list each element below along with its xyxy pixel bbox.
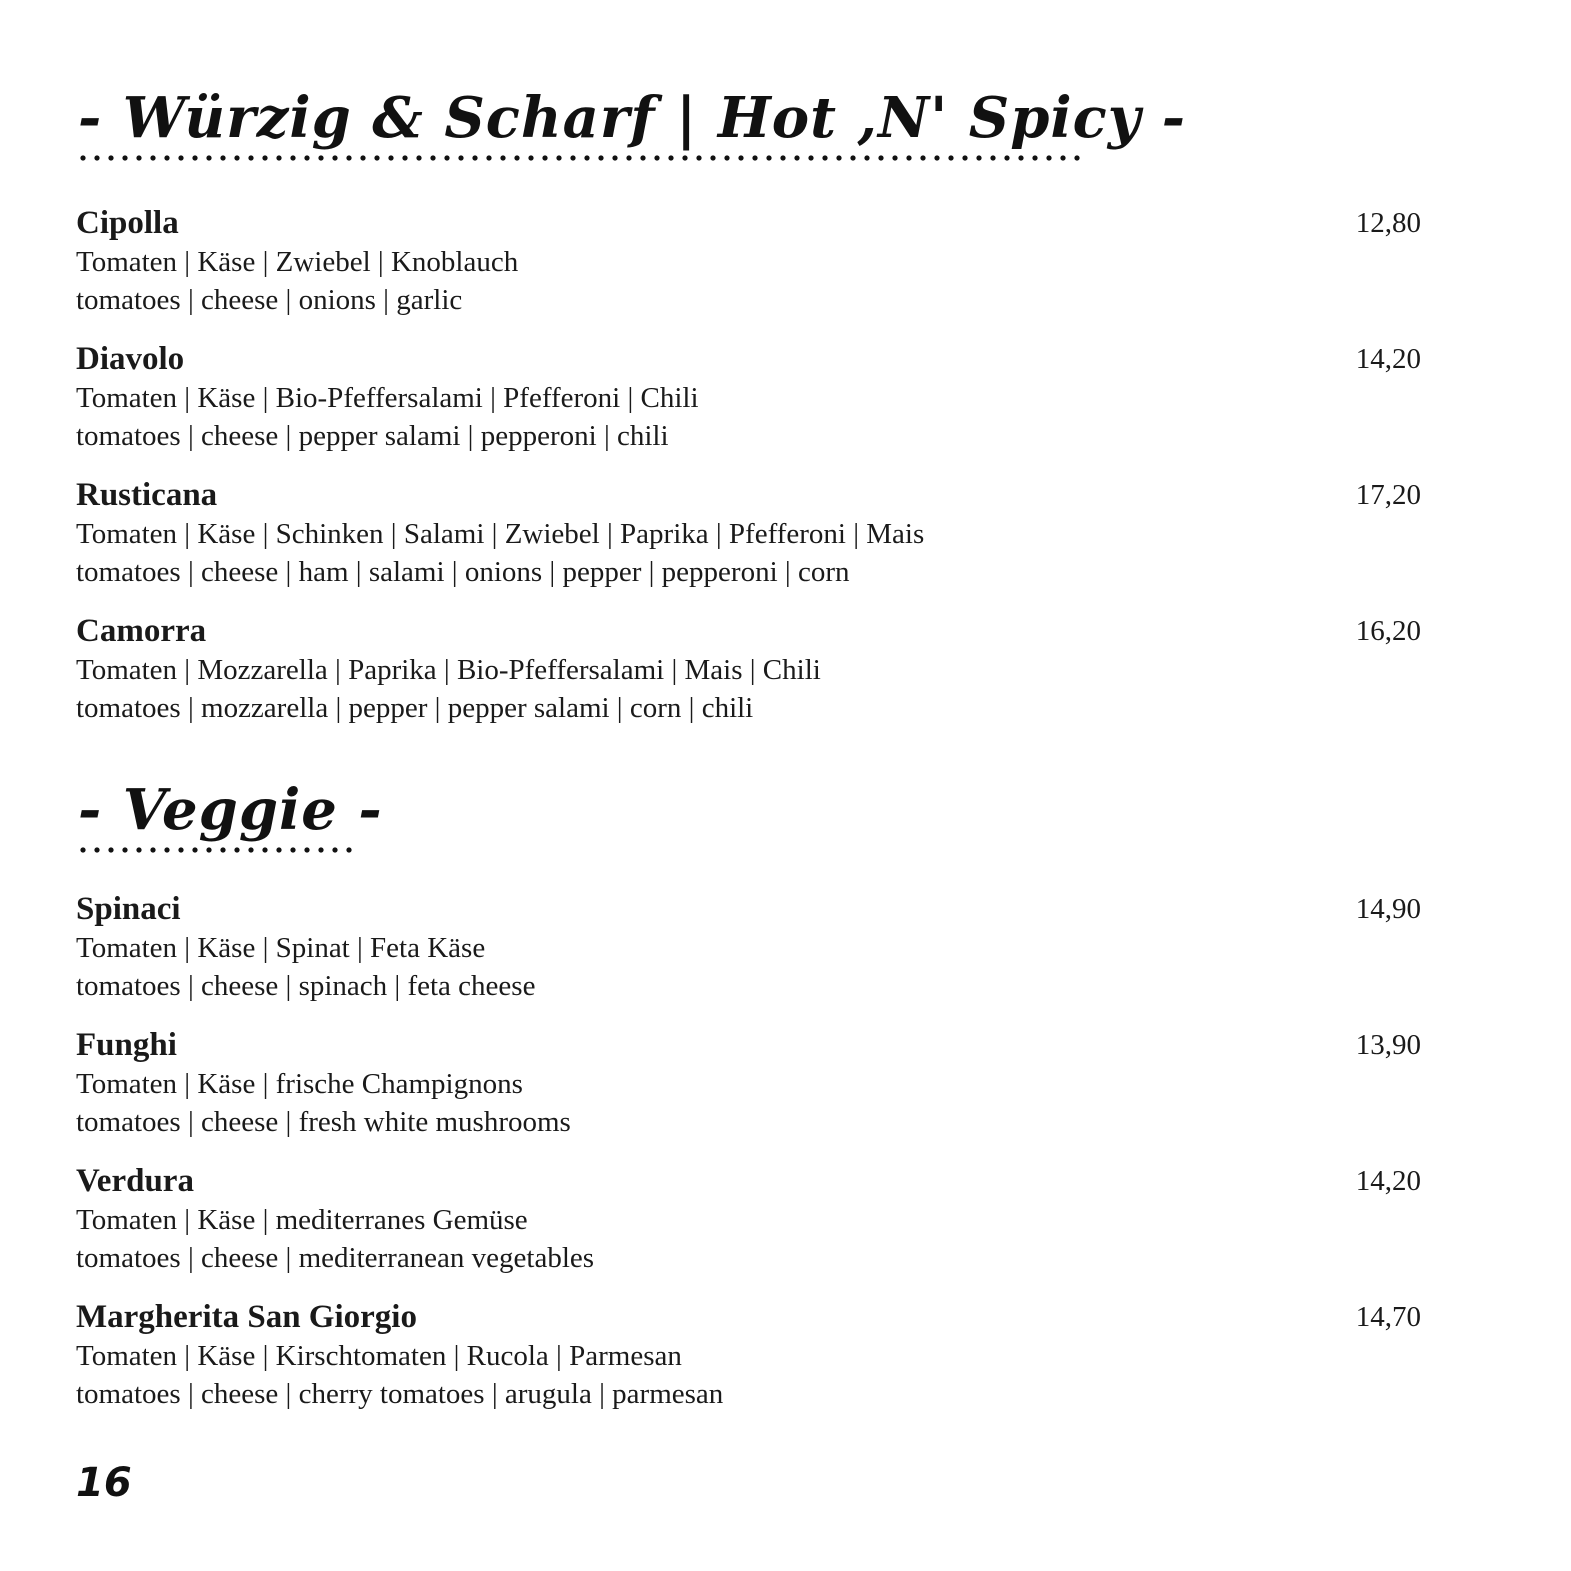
menu-item-description-de: Tomaten | Mozzarella | Paprika | Bio-Pfeffersalami | Mais | Chili — [76, 654, 821, 686]
menu-section-veggie — [76, 770, 1421, 1433]
menu-item — [76, 1161, 1421, 1297]
dotted-divider — [76, 846, 358, 854]
page-number: 16 — [76, 1460, 132, 1506]
menu-item-price: 16,20 — [1355, 615, 1421, 647]
menu-item-price: 14,90 — [1355, 893, 1421, 925]
menu-item-price: 13,90 — [1355, 1029, 1421, 1061]
dotted-divider — [76, 154, 1084, 162]
section-heading — [76, 78, 1421, 173]
menu-item — [76, 1025, 1421, 1161]
menu-item-description-de: Tomaten | Käse | Bio-Pfeffersalami | Pfefferoni | Chili — [76, 382, 699, 414]
menu-item — [76, 203, 1421, 339]
menu-item-description-en: tomatoes | cheese | pepper salami | pepperoni | chili — [76, 420, 669, 452]
menu-item-name: Diavolo — [76, 341, 185, 377]
menu-section-hot-spicy — [76, 78, 1421, 747]
menu-item-description-de: Tomaten | Käse | mediterranes Gemüse — [76, 1204, 528, 1236]
menu-item-name: Spinaci — [76, 891, 181, 927]
menu-item-price: 17,20 — [1355, 479, 1421, 511]
section-heading — [76, 770, 1421, 865]
menu-item-description-en: tomatoes | mozzarella | pepper | pepper salami | corn | chili — [76, 692, 754, 724]
menu-item-description-de: Tomaten | Käse | Schinken | Salami | Zwiebel | Paprika | Pfefferoni | Mais — [76, 518, 925, 550]
menu-item — [76, 339, 1421, 475]
menu-items-list — [76, 889, 1421, 1433]
menu-item-name: Cipolla — [76, 205, 179, 241]
menu-item — [76, 475, 1421, 611]
menu-item-price: 14,20 — [1355, 1165, 1421, 1197]
menu-item-name: Verdura — [76, 1163, 194, 1199]
menu-item-description-de: Tomaten | Käse | Zwiebel | Knoblauch — [76, 246, 519, 278]
menu-item-description-en: tomatoes | cheese | spinach | feta cheese — [76, 970, 536, 1002]
menu-items-list — [76, 203, 1421, 747]
menu-item-description-en: tomatoes | cheese | cherry tomatoes | arugula | parmesan — [76, 1378, 724, 1410]
section-title: - Würzig & Scharf | Hot ,N' Spicy - — [78, 85, 1187, 151]
menu-item-price: 14,70 — [1355, 1301, 1421, 1333]
menu-item-description-de: Tomaten | Käse | frische Champignons — [76, 1068, 523, 1100]
menu-item-name: Funghi — [76, 1027, 177, 1063]
menu-item-description-en: tomatoes | cheese | ham | salami | onions | pepper | pepperoni | corn — [76, 556, 850, 588]
menu-item-name: Camorra — [76, 613, 207, 649]
menu-item — [76, 611, 1421, 747]
menu-item — [76, 889, 1421, 1025]
menu-item-description-en: tomatoes | cheese | mediterranean vegetables — [76, 1242, 595, 1274]
menu-item — [76, 1297, 1421, 1433]
menu-item-price: 12,80 — [1355, 207, 1421, 239]
menu-item-name: Margherita San Giorgio — [76, 1299, 417, 1335]
menu-item-price: 14,20 — [1355, 343, 1421, 375]
menu-item-description-de: Tomaten | Käse | Kirschtomaten | Rucola | Parmesan — [76, 1340, 682, 1372]
menu-item-name: Rusticana — [76, 477, 218, 513]
section-title: - Veggie - — [78, 777, 383, 843]
menu-item-description-en: tomatoes | cheese | fresh white mushrooms — [76, 1106, 571, 1138]
menu-item-description-de: Tomaten | Käse | Spinat | Feta Käse — [76, 932, 486, 964]
menu-item-description-en: tomatoes | cheese | onions | garlic — [76, 284, 463, 316]
